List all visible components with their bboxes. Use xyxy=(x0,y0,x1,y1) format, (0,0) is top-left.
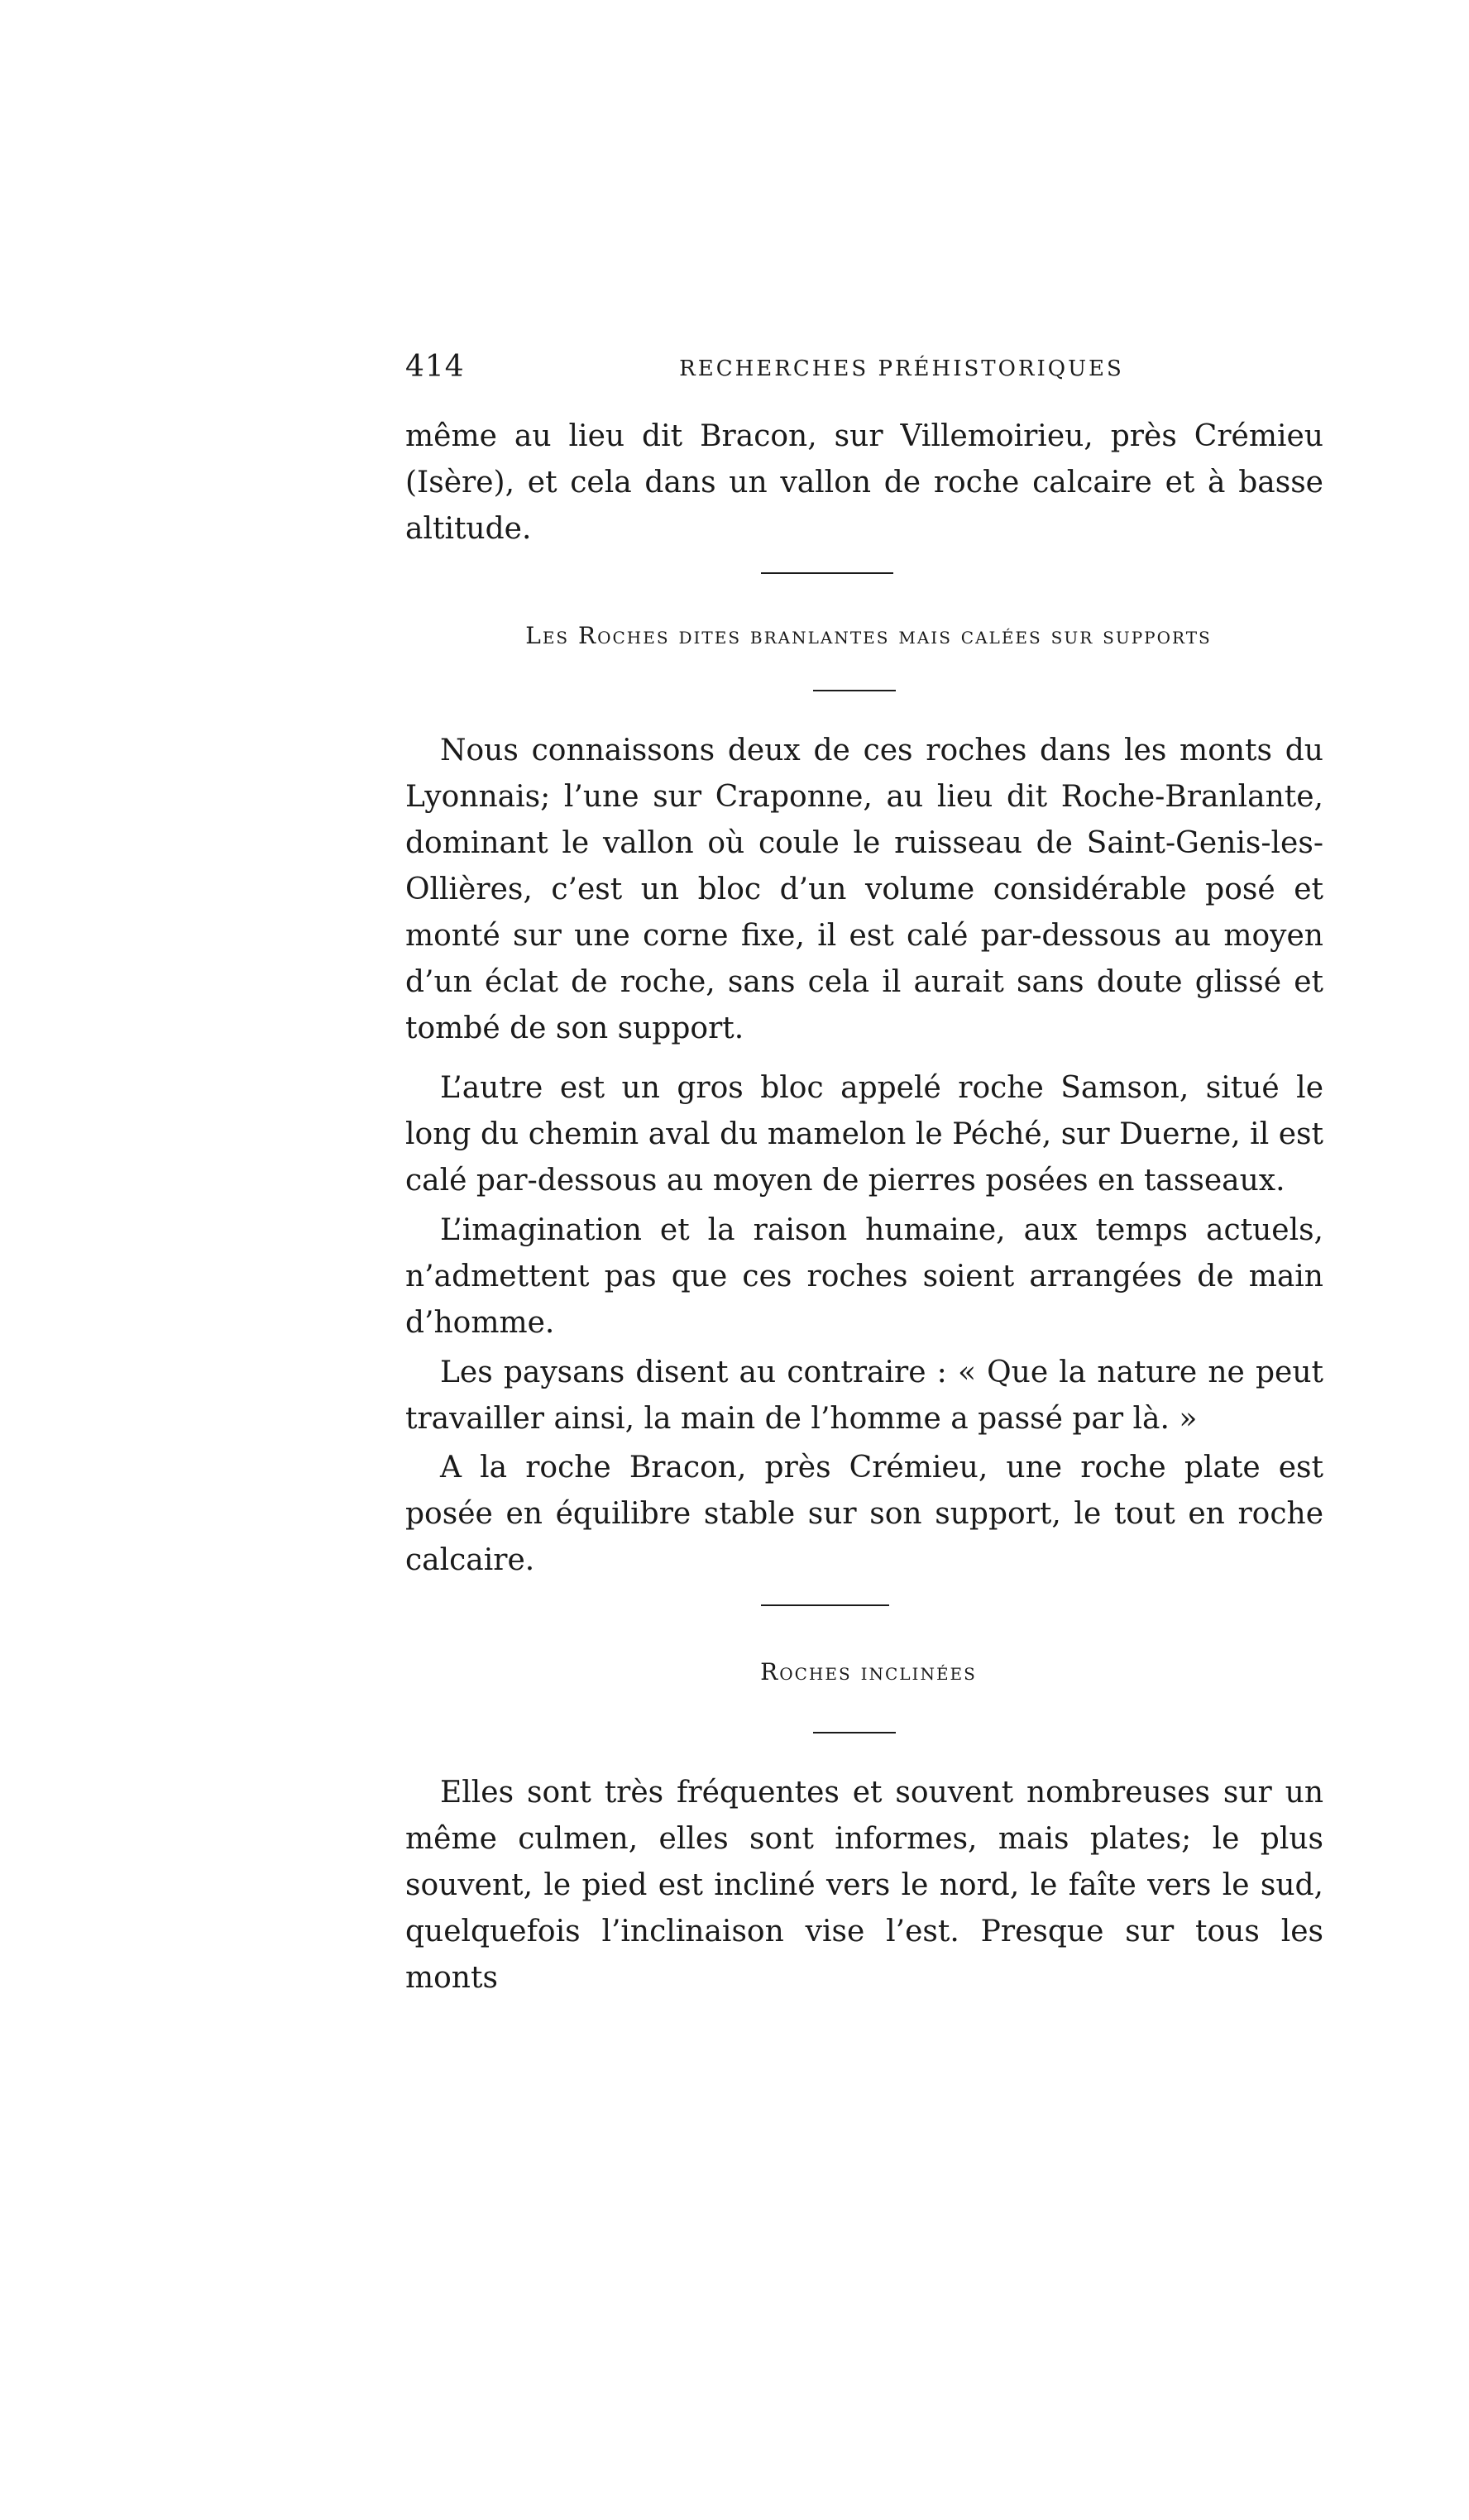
paragraph-roche-samson: L’autre est un gros bloc appelé roche Samson, situé le long du chemin aval du mamelon le Péché, sur Duerne, il est calé par-dessous au moyen de pierres posées en tasseaux. xyxy=(405,1071,1323,1198)
running-title: RECHERCHES PRÉHISTORIQUES xyxy=(679,356,1124,381)
paragraph-roche-bracon: A la roche Bracon, près Crémieu, une roche plate est posée en équilibre stable sur son support, le tout en roche calcaire. xyxy=(405,1451,1323,1577)
heading-underline xyxy=(813,690,896,691)
paragraph-craponne: Nous connaissons deux de ces roches dans les monts du Lyonnais; l’une sur Craponne, au lieu dit Roche-Branlante, dominant le vallon où coule le ruisseau de Saint-Genis-les-Ollières, c’est un bloc d’un volume considérable posé et monté sur une corne fixe, il est calé par-dessous au moyen d’un éclat de roche, sans cela il aurait sans doute glissé et tombé de son support. xyxy=(405,734,1323,1045)
section-heading-roches-branlantes: Les Roches dites branlantes mais calées sur supports xyxy=(525,622,1212,649)
running-head xyxy=(405,350,1332,391)
paragraph-continuation: même au lieu dit Bracon, sur Villemoirieu, près Crémieu (Isère), et cela dans un vallon de roche calcaire et à basse altitude. xyxy=(405,419,1323,546)
section-heading-roches-inclinees: Roches inclinées xyxy=(760,1658,977,1686)
section-rule xyxy=(761,1604,889,1606)
paragraph-paysans: Les paysans disent au contraire : « Que la nature ne peut travailler ainsi, la main de l’homme a passé par là. » xyxy=(405,1356,1323,1436)
page-number: 414 xyxy=(405,350,465,384)
section-rule xyxy=(761,572,893,574)
heading-underline xyxy=(813,1732,896,1733)
paragraph-imagination: L’imagination et la raison humaine, aux temps actuels, n’admettent pas que ces roches soient arrangées de main d’homme. xyxy=(405,1213,1323,1340)
paragraph-roches-inclinees: Elles sont très fréquentes et souvent nombreuses sur un même culmen, elles sont informes, mais plates; le plus souvent, le pied est incliné vers le nord, le faîte vers le sud, quelquefois l’inclinaison vise l’est. Presque sur tous les monts xyxy=(405,1776,1323,1995)
